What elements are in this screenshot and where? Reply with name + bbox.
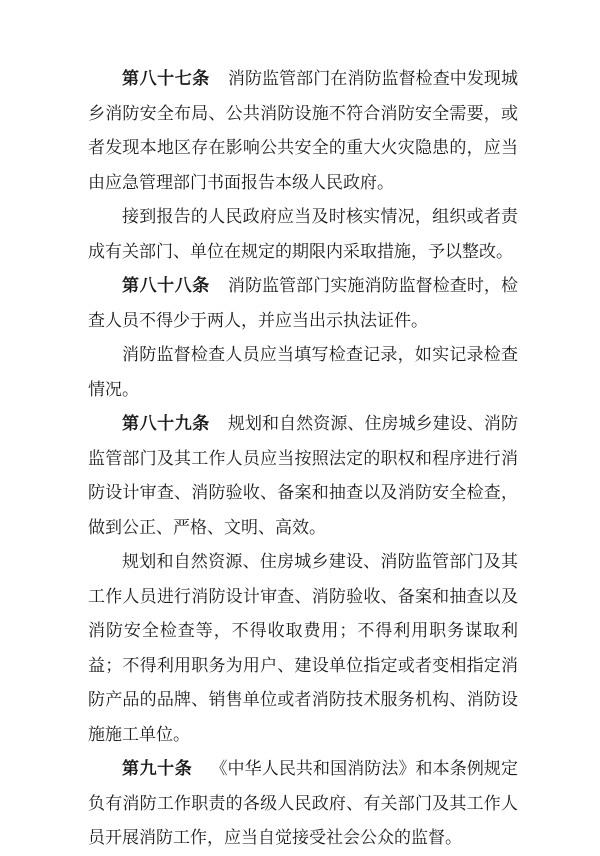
paragraph-text: 消防监管部门在消防监督检查中发现城乡消防安全布局、公共消防设施不符合消防安全需要，或者发现本地区存在影响公共安全的重大火灾隐患的，应当由应急管理部门书面报告本级人民政府。 — [88, 69, 519, 193]
paragraph-article-88 — [88, 269, 518, 338]
paragraph-article-88-clause-2 — [88, 338, 518, 407]
paragraph-text: 规划和自然资源、住房城乡建设、消防监管部门及其工作人员进行消防设计审查、消防验收、备案和抽查以及消防安全检查等，不得收取费用；不得利用职务谋取利益；不得利用职务为用户、建设单位指定或者变相指定消防产品的品牌、销售单位或者消防技术服务机构、消防设施施工单位。 — [88, 552, 518, 745]
article-heading: 第八十七条 — [122, 69, 210, 89]
document-body — [88, 62, 518, 856]
paragraph-text: 消防监管部门实施消防监督检查时，检查人员不得少于两人，并应当出示执法证件。 — [88, 276, 519, 331]
paragraph-text: 接到报告的人民政府应当及时核实情况，组织或者责成有关部门、单位在规定的期限内采取措施，予以整改。 — [88, 207, 518, 262]
paragraph-article-87-clause-2 — [88, 200, 518, 269]
paragraph-article-90 — [88, 752, 518, 856]
paragraph-text: 《中华人民共和国消防法》和本条例规定负有消防工作职责的各级人民政府、有关部门及其工作人员开展消防工作，应当自觉接受社会公众的监督。 — [88, 759, 519, 848]
paragraph-article-89 — [88, 407, 518, 545]
article-heading: 第八十九条 — [122, 414, 210, 434]
paragraph-article-87 — [88, 62, 518, 200]
article-heading: 第九十条 — [122, 759, 193, 779]
article-heading: 第八十八条 — [122, 276, 210, 296]
paragraph-text: 消防监督检查人员应当填写检查记录，如实记录检查情况。 — [88, 345, 518, 400]
paragraph-text: 规划和自然资源、住房城乡建设、消防监管部门及其工作人员应当按照法定的职权和程序进行消防设计审查、消防验收、备案和抽查以及消防安全检查，做到公正、严格、文明、高效。 — [88, 414, 519, 538]
paragraph-article-89-clause-2 — [88, 545, 518, 752]
